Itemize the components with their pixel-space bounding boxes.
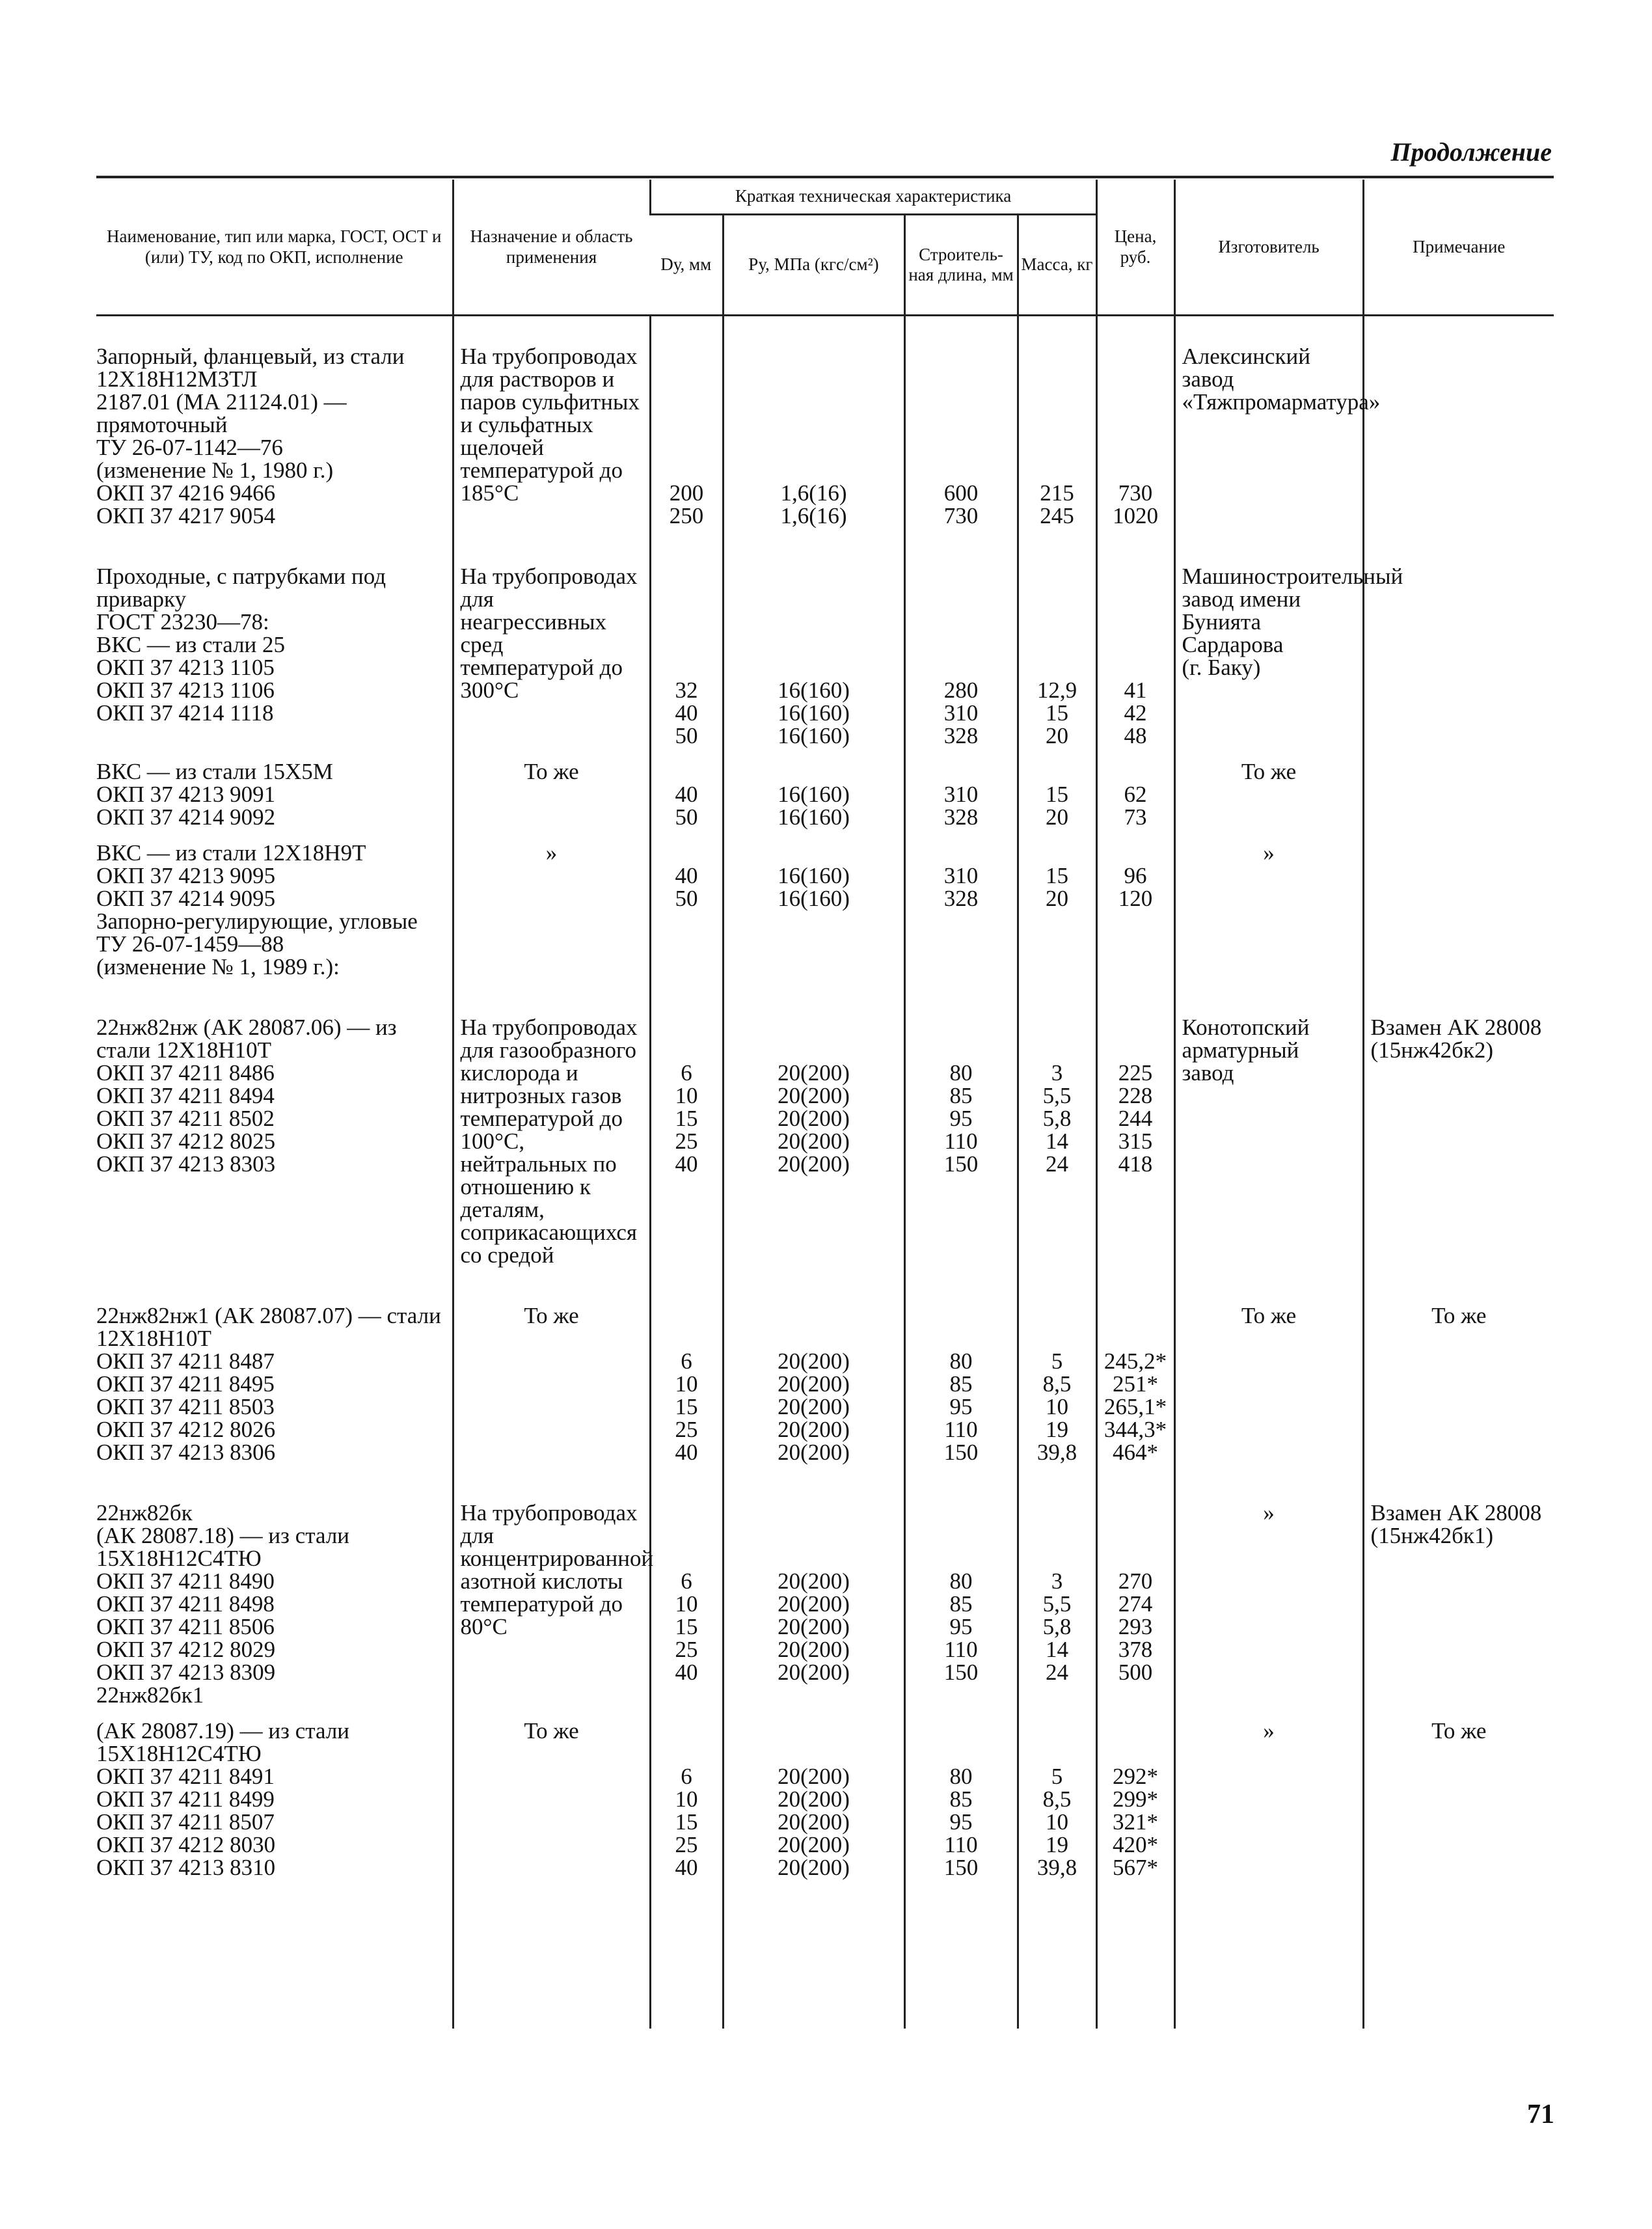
cell-length: 600 730 [904,316,1018,566]
cell-maker: » [1174,841,1363,1016]
cell-length: 80 85 95 110 150 [904,1719,1018,1879]
cell-mass: 3 5,5 5,8 14 24 [1018,1016,1096,1304]
col-header-tech-group: Краткая техническая характеристика [650,180,1096,215]
cell-maker: Алексинский завод «Тяжпромарматура» [1174,316,1363,566]
col-header-mass: Масса, кг [1018,215,1096,316]
cell-note [1363,841,1554,1016]
cell-name: Запорный, фланцевый, из стали 12Х18Н12М3ТЛ 2187.01 (МА 21124.01) — прямоточный ТУ 26-07-1142—76 (изменение № 1, 1980 г.) ОКП 37 4216 9466 ОКП 37 4217 9054 [96,344,405,528]
empty-cell [453,1879,650,2029]
empty-cell [904,1879,1018,2029]
catalog-table [96,180,1554,2029]
cell-note: Взамен АК 28008 (15нж42бк2) [1363,1016,1554,1304]
cell-dy: 40 50 [650,760,723,841]
cell-dy: 40 50 [650,841,723,1016]
cell-name: 22нж82нж (АК 28087.06) — из стали 12Х18Н10Т ОКП 37 4211 8486 ОКП 37 4211 8494 ОКП 37 4211 8502 ОКП 37 4212 8025 ОКП 37 4213 8303 [96,1015,397,1177]
empty-cell [1018,1879,1096,2029]
cell-name: (АК 28087.19) — из стали 15Х18Н12С4ТЮ ОКП 37 4211 8491 ОКП 37 4211 8499 ОКП 37 4211 8507 ОКП 37 4212 8030 ОКП 37 4213 8310 [96,1718,350,1880]
table-row [96,316,1554,566]
cell-note: То же [1363,1304,1554,1501]
cell-maker: Конотопский арматурный завод [1174,1016,1363,1304]
cell-purpose: На трубопроводах для газообразного кислорода и нитрозных газов температурой до 100°С, нейтральных по отношению к деталям, соприкасающихся со средой [453,1016,650,1304]
cell-mass: 5 8,5 10 19 39,8 [1018,1304,1096,1501]
cell-py: 20(200) 20(200) 20(200) 20(200) 20(200) [723,1501,904,1719]
table-row [96,565,1554,760]
cell-mass: 215 245 [1018,316,1096,566]
cell-dy: 6 10 15 25 40 [650,1501,723,1719]
cell-note: То же [1363,1719,1554,1879]
table-row [96,1501,1554,1719]
cell-price: 292* 299* 321* 420* 567* [1096,1719,1174,1879]
table-row [96,841,1554,1016]
cell-name: 22нж82нж1 (АК 28087.07) — стали 12Х18Н10Т ОКП 37 4211 8487 ОКП 37 4211 8495 ОКП 37 4211 8503 ОКП 37 4212 8026 ОКП 37 4213 8306 [96,1303,441,1465]
col-header-maker: Изготовитель [1174,180,1363,316]
cell-maker: Машиностроительный завод имени Бунията Сардарова (г. Баку) [1174,565,1363,760]
cell-purpose: На трубопроводах для концентрированной азотной кислоты температурой до 80°С [453,1501,650,1719]
cell-length: 80 85 95 110 150 [904,1501,1018,1719]
col-header-purpose: Назначение и область применения [453,180,650,316]
cell-price: 245,2* 251* 265,1* 344,3* 464* [1096,1304,1174,1501]
cell-note [1363,760,1554,841]
cell-length: 280 310 328 [904,565,1018,760]
cell-py: 16(160) 16(160) [723,841,904,1016]
col-header-length: Строитель-ная длина, мм [904,215,1018,316]
table-row [96,1719,1554,1879]
cell-note: Взамен АК 28008 (15нж42бк1) [1363,1501,1554,1719]
cell-dy: 32 40 50 [650,565,723,760]
cell-price: 41 42 48 [1096,565,1174,760]
cell-maker: » [1174,1719,1363,1879]
cell-length: 310 328 [904,760,1018,841]
table-filler-row [96,1879,1554,2029]
empty-cell [1174,1879,1363,2029]
col-header-dy: Dу, мм [650,215,723,316]
table-top-rule [96,176,1554,178]
cell-maker: То же [1174,760,1363,841]
cell-price: 225 228 244 315 418 [1096,1016,1174,1304]
page-number: 71 [1527,2099,1554,2129]
cell-mass: 12,9 15 20 [1018,565,1096,760]
cell-name: 22нж82бк (АК 28087.18) — из стали 15Х18Н12С4ТЮ ОКП 37 4211 8490 ОКП 37 4211 8498 ОКП 37 4211 8506 ОКП 37 4212 8029 ОКП 37 4213 8309 22нж82бк1 [96,1500,350,1708]
cell-purpose: » [453,841,650,1016]
cell-length: 80 85 95 110 150 [904,1016,1018,1304]
cell-name: ВКС — из стали 12Х18Н9Т ОКП 37 4213 9095 ОКП 37 4214 9095 Запорно-регулирующие, угловые ТУ 26-07-1459—88 (изменение № 1, 1989 г.): [96,840,418,979]
cell-py: 20(200) 20(200) 20(200) 20(200) 20(200) [723,1304,904,1501]
empty-cell [723,1879,904,2029]
cell-py: 16(160) 16(160) 16(160) [723,565,904,760]
cell-price: 62 73 [1096,760,1174,841]
cell-dy: 6 10 15 25 40 [650,1304,723,1501]
continued-label: Продолжение [1390,137,1552,167]
cell-mass: 15 20 [1018,760,1096,841]
cell-price: 270 274 293 378 500 [1096,1501,1174,1719]
table-row [96,760,1554,841]
empty-cell [1096,1879,1174,2029]
cell-mass: 5 8,5 10 19 39,8 [1018,1719,1096,1879]
cell-purpose: То же [453,760,650,841]
cell-purpose: То же [453,1719,650,1879]
col-header-py: Pу, МПа (кгс/см²) [723,215,904,316]
cell-purpose: На трубопроводах для растворов и паров сульфитных и сульфатных щелочей температурой до 185°С [453,316,650,566]
cell-py: 16(160) 16(160) [723,760,904,841]
cell-py: 1,6(16) 1,6(16) [723,316,904,566]
cell-py: 20(200) 20(200) 20(200) 20(200) 20(200) [723,1719,904,1879]
table-row [96,1304,1554,1501]
cell-mass: 15 20 [1018,841,1096,1016]
cell-length: 310 328 [904,841,1018,1016]
cell-dy: 200 250 [650,316,723,566]
cell-py: 20(200) 20(200) 20(200) 20(200) 20(200) [723,1016,904,1304]
cell-purpose: На трубопроводах для неагрессивных сред температурой до 300°С [453,565,650,760]
cell-dy: 6 10 15 25 40 [650,1016,723,1304]
cell-dy: 6 10 15 25 40 [650,1719,723,1879]
cell-mass: 3 5,5 5,8 14 24 [1018,1501,1096,1719]
cell-note [1363,316,1554,566]
cell-maker: » [1174,1501,1363,1719]
cell-purpose: То же [453,1304,650,1501]
col-header-name: Наименование, тип или марка, ГОСТ, ОСТ и (или) ТУ, код по ОКП, исполнение [96,180,453,316]
cell-price: 730 1020 [1096,316,1174,566]
col-header-note: Примечание [1363,180,1554,316]
empty-cell [1363,1879,1554,2029]
cell-price: 96 120 [1096,841,1174,1016]
col-header-price: Цена, руб. [1096,180,1174,316]
cell-name: ВКС — из стали 15Х5М ОКП 37 4213 9091 ОКП 37 4214 9092 [96,759,333,830]
cell-length: 80 85 95 110 150 [904,1304,1018,1501]
empty-cell [96,1879,453,2029]
cell-maker: То же [1174,1304,1363,1501]
cell-note [1363,565,1554,760]
table-row [96,1016,1554,1304]
empty-cell [650,1879,723,2029]
cell-name: Проходные, с патрубками под приварку ГОСТ 23230—78: ВКС — из стали 25 ОКП 37 4213 1105 ОКП 37 4213 1106 ОКП 37 4214 1118 [96,564,386,726]
